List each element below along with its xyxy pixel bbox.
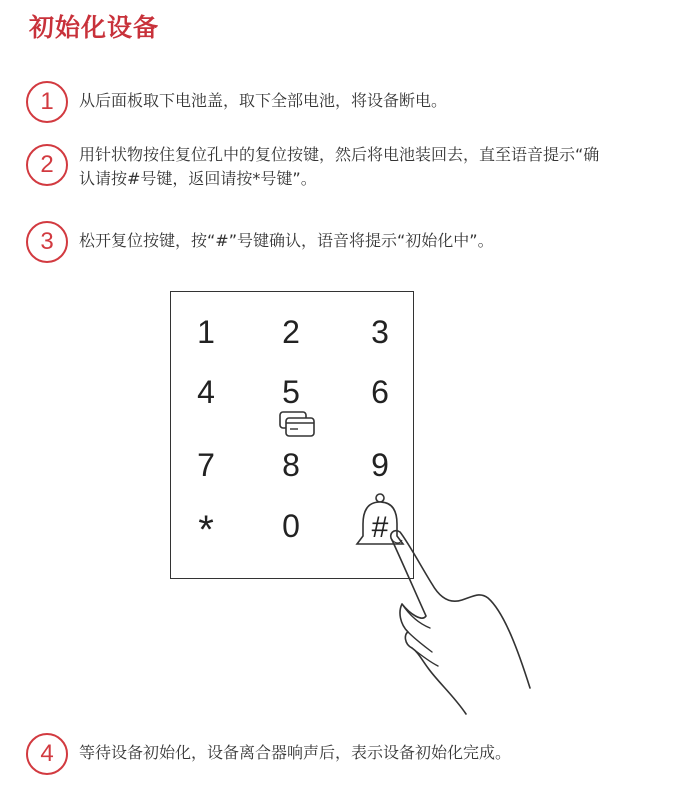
pointing-hand-icon	[370, 520, 540, 720]
step-2-text	[79, 143, 679, 191]
key-4: 4	[197, 374, 215, 410]
key-7: 7	[197, 447, 215, 483]
key-3: 3	[371, 314, 389, 350]
key-star: *	[198, 508, 214, 552]
step-number-4: 4	[26, 733, 68, 775]
key-1: 1	[197, 314, 215, 350]
key-9: 9	[371, 447, 389, 483]
step-3-text: 松开复位按键，按“#”号键确认，语音将提示“初始化中”。	[79, 231, 494, 250]
key-8: 8	[282, 447, 300, 483]
key-2: 2	[282, 314, 300, 350]
step-2-line-1: 用针状物按住复位孔中的复位按键，然后将电池装回去，直至语音提示“确	[79, 145, 600, 164]
key-6: 6	[371, 374, 389, 410]
step-1-text: 从后面板取下电池盖，取下全部电池，将设备断电。	[79, 91, 448, 110]
step-number-3: 3	[26, 221, 68, 263]
key-0: 0	[282, 508, 300, 544]
step-number-2: 2	[26, 144, 68, 186]
step-number-1: 1	[26, 81, 68, 123]
page-title: 初始化设备	[29, 13, 160, 42]
key-hash: #	[371, 511, 389, 544]
step-4-text: 等待设备初始化，设备离合器响声后，表示设备初始化完成。	[79, 743, 512, 762]
card-icon	[278, 410, 316, 438]
key-5: 5	[282, 374, 300, 410]
step-2-line-2: 认请按#号键，返回请按*号键”。	[79, 169, 317, 188]
